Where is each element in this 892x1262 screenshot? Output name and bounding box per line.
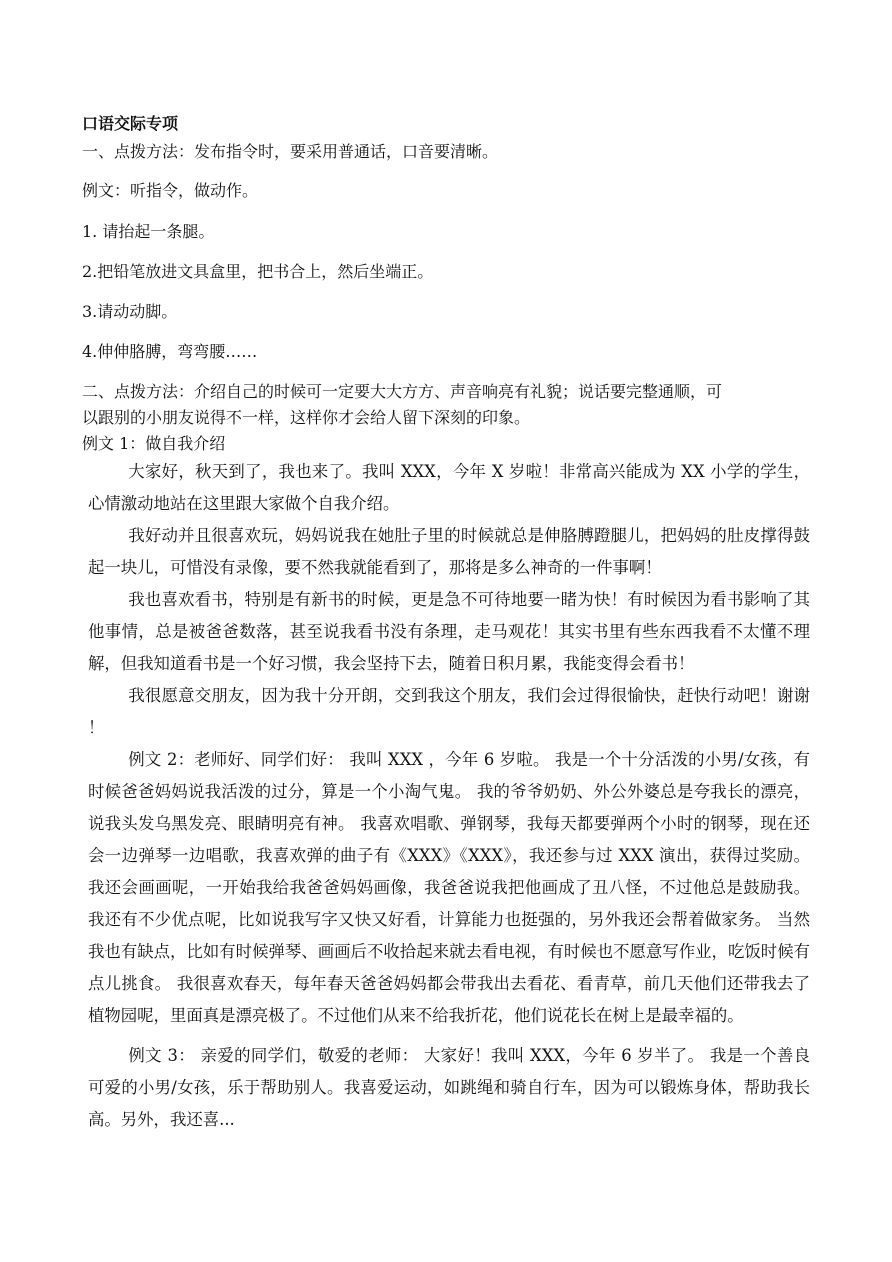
paragraph-text: 大家好，秋天到了，我也来了。我叫 XXX，今年 X 岁啦！非常高兴能成为 XX 小学的学生，心情激动地站在这里跟大家做个自我介绍。: [88, 462, 810, 513]
example3-paragraph: [88, 1040, 810, 1136]
example2-paragraph: [88, 744, 810, 1032]
example1-paragraph-3: [88, 584, 810, 680]
instruction-item-3: 3.请动动脚。: [82, 302, 178, 321]
example1-label: 例文 1：做自我介绍: [82, 434, 226, 453]
instruction-item-2: 2.把铅笔放进文具盒里，把书合上，然后坐端正。: [82, 262, 434, 281]
paragraph-text: 我也喜欢看书，特别是有新书的时候，更是急不可待地要一睹为快！有时候因为看书影响了其他事情，总是被爸爸数落，甚至说我看书没有条理，走马观花！其实书里有些东西我看不太懂不理解，但我知道看书是一个好习惯，我会坚持下去，随着日积月累，我能变得会看书！: [88, 590, 810, 673]
doc-title: 口语交际专项: [82, 114, 179, 133]
example1-paragraph-2: [88, 520, 810, 584]
instruction-item-1: 1. 请抬起一条腿。: [82, 222, 215, 241]
paragraph-text: 我很愿意交朋友，因为我十分开朗，交到我这个朋友，我们会过得很愉快，赶快行动吧！谢谢 ！: [88, 686, 810, 737]
paragraph-text: 我好动并且很喜欢玩，妈妈说我在她肚子里的时候就总是伸胳膊蹬腿儿，把妈妈的肚皮撑得鼓起一块儿，可惜没有录像，要不然我就能看到了，那将是多么神奇的一件事啊！: [88, 526, 810, 577]
paragraph-text: 例文 3： 亲爱的同学们，敬爱的老师： 大家好！我叫 XXX，今年 6 岁半了。 我是一个善良可爱的小男/女孩，乐于帮助别人。我喜爱运动，如跳绳和骑自行车，因为可以锻炼身体，帮助我长高。另外，我还喜...: [88, 1046, 810, 1129]
paragraph-text: 例文 2：老师好、同学们好： 我叫 XXX ，今年 6 岁啦。 我是一个十分活泼的小男/女孩，有时候爸爸妈妈说我活泼的过分，算是一个小淘气鬼。 我的爷爷奶奶、外公外婆总是夸我长的漂亮，说我头发乌黑发亮、眼睛明亮有神。 我喜欢唱歌、弹钢琴，我每天都要弹两个小时的钢琴，现在还会一边弹琴一边唱歌，我喜欢弹的曲子有《XXX》《XXX》，我还参与过 XXX 演出，获得过奖励。 我还会画画呢，一开始我给我爸爸妈妈画像，我爸爸说我把他画成了丑八怪，不过他总是鼓励我。 我还有不少优点呢，比如说我写字又快又好看，计算能力也挺强的，另外我还会帮着做家务。 当然我也有缺点，比如有时候弹琴、画画后不收拾起来就去看电视，有时候也不愿意写作业，吃饭时候有点儿挑食。 我很喜欢春天，每年春天爸爸妈妈都会带我出去看花、看青草，前几天他们还带我去了植物园呢，里面真是漂亮极了。不过他们从来不给我折花，他们说花长在树上是最幸福的。: [88, 750, 810, 1025]
section2-heading-line1: 二、点拨方法：介绍自己的时候可一定要大大方方、声音响亮有礼貌；说话要完整通顺，可: [82, 382, 723, 401]
instruction-item-4: 4.伸伸胳膊，弯弯腰……: [82, 342, 258, 361]
example1-paragraph-1: [88, 456, 810, 520]
section2-heading-line2: 以跟别的小朋友说得不一样，这样你才会给人留下深刻的印象。: [82, 408, 531, 427]
section1-heading: 一、点拨方法：发布指令时，要采用普通话，口音要清晰。: [82, 142, 499, 161]
example1-paragraph-4: [88, 680, 810, 744]
section1-example-label: 例文：听指令，做动作。: [82, 181, 259, 200]
